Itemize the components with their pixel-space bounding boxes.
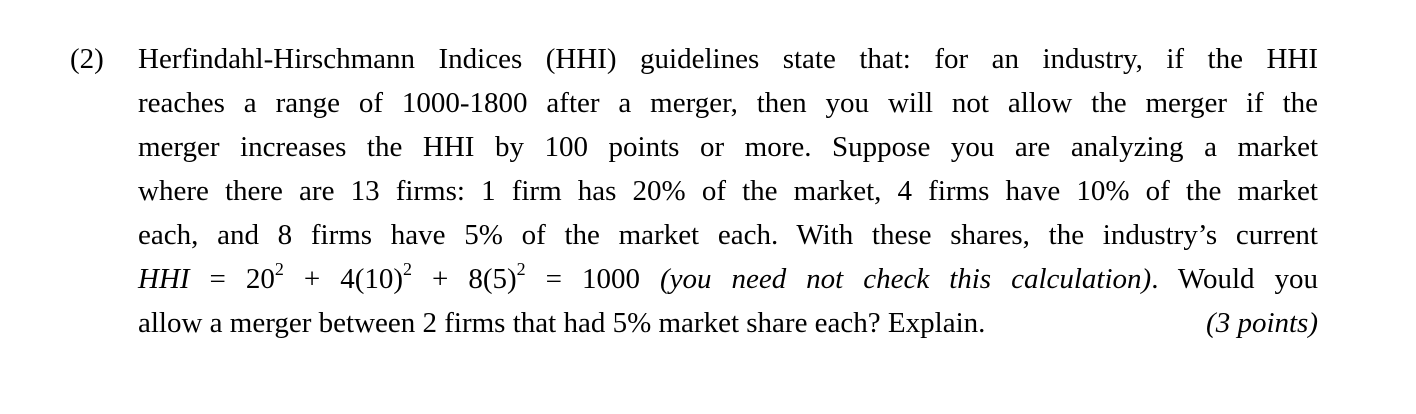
question-line-1: Herfindahl-Hirschmann Indices (HHI) guidelines state that: for an industry, if the HHI <box>138 43 1318 75</box>
question-line-2: reaches a range of 1000-1800 after a merger, then you will not allow the merger if the <box>138 87 1318 119</box>
points-label: (3 points) <box>1206 307 1318 339</box>
formula-line <box>138 257 1318 301</box>
formula-hhi: HHI <box>138 263 190 295</box>
question-body <box>138 37 1318 345</box>
formula-exp1: 2 <box>274 259 284 280</box>
formula-exp2: 2 <box>403 259 413 280</box>
formula-term2: + 4(10) <box>283 263 404 295</box>
question-line-5: each, and 8 firms have 5% of the market each. With these shares, the industry’s current <box>138 219 1318 251</box>
formula-term3: + 8(5) <box>412 263 517 295</box>
question-number: (2) <box>70 43 104 75</box>
formula-eq2: = 1000 <box>525 263 660 295</box>
question-prompt: allow a merger between 2 firms that had 5% market share each? Explain. <box>138 307 986 339</box>
formula-exp3: 2 <box>516 259 526 280</box>
question-block <box>70 37 1320 345</box>
formula-tail: . Would you <box>1151 263 1318 295</box>
formula-note: (you need not check this calculation) <box>659 263 1152 295</box>
question-line-3: merger increases the HHI by 100 points or more. Suppose you are analyzing a market <box>138 131 1318 163</box>
question-line-4: where there are 13 firms: 1 firm has 20% of the market, 4 firms have 10% of the market <box>138 175 1318 207</box>
question-last-line <box>138 301 1318 345</box>
formula-eq1: = 20 <box>189 263 275 295</box>
